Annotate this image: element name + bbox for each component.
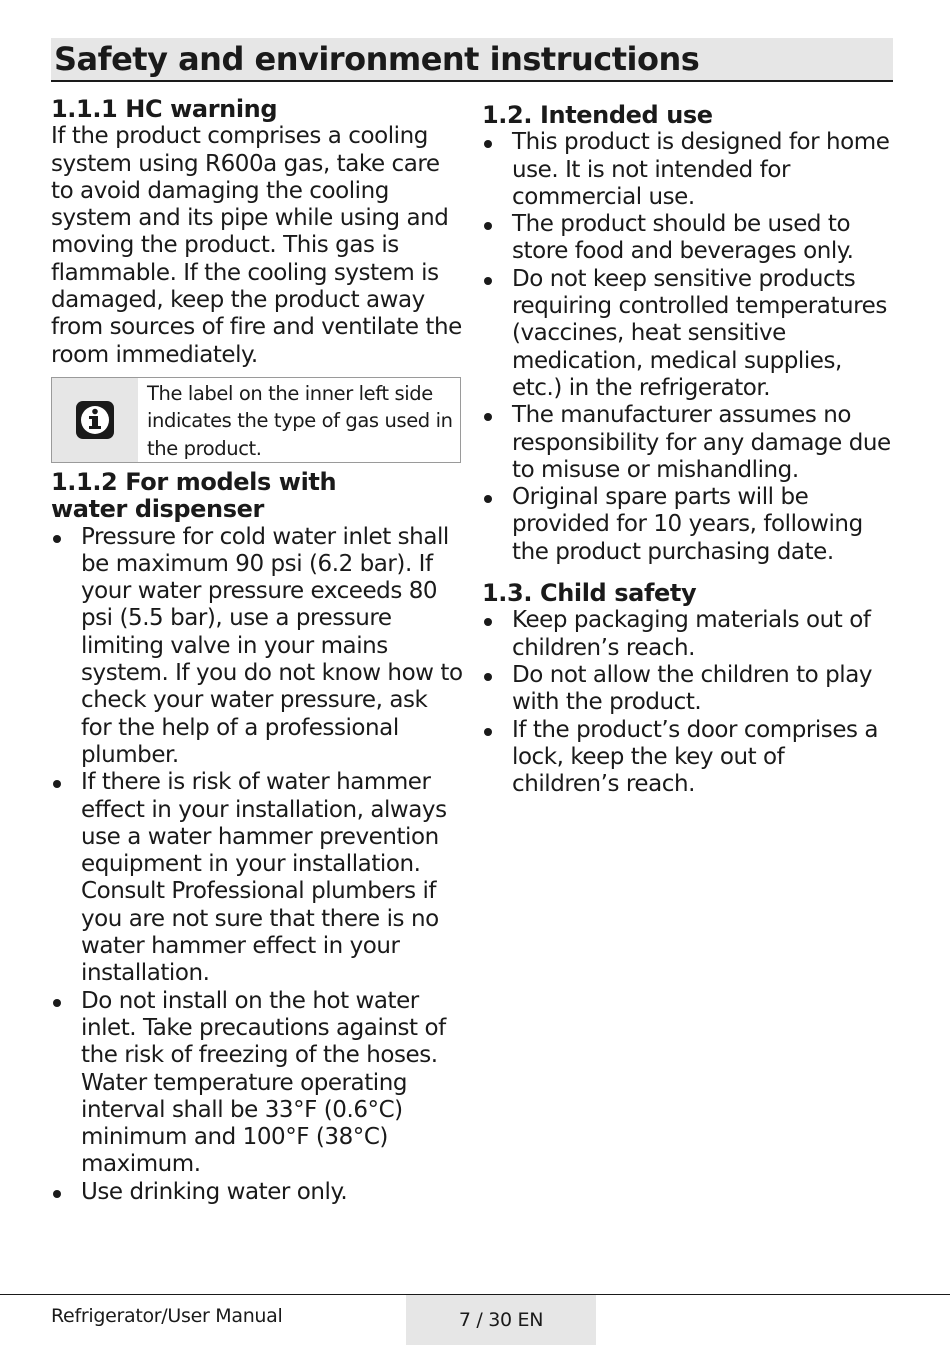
bullet-icon — [484, 495, 492, 503]
bullet-icon — [484, 413, 492, 421]
list-item — [482, 266, 894, 402]
list-item — [51, 769, 463, 987]
info-box-text: The label on the inner left side indicates the type of gas used in the product. — [147, 381, 453, 460]
list-item — [51, 524, 463, 770]
list-item — [482, 717, 894, 799]
list-item — [482, 211, 894, 266]
bullet-icon — [53, 1190, 61, 1198]
list-item-text: Do not allow the children to play with the product. — [512, 661, 873, 716]
bullet-icon — [484, 277, 492, 285]
page-title-bar — [51, 38, 893, 82]
water-dispenser-heading-line2: water dispenser — [51, 495, 264, 524]
bullet-icon — [53, 999, 61, 1007]
list-item-text: If the product’s door comprises a lock, keep the key out of children’s reach. — [512, 716, 879, 798]
list-item-text: The product should be used to store food and beverages only. — [512, 211, 854, 265]
bullet-icon — [53, 780, 61, 788]
list-item-text: This product is designed for home use. It is not intended for commercial use. — [512, 129, 890, 210]
bullet-icon — [484, 222, 492, 230]
child-safety-list — [482, 607, 894, 798]
left-column — [51, 96, 463, 1206]
hc-warning-heading: 1.1.1 HC warning — [51, 95, 278, 123]
list-item — [51, 1179, 463, 1206]
bullet-icon — [484, 140, 492, 148]
info-box — [51, 377, 461, 463]
list-item — [482, 484, 894, 566]
list-item-text: Keep packaging materials out of children’s reach. — [512, 607, 871, 661]
page-title: Safety and environment instructions — [54, 40, 700, 78]
list-item-text: If there is risk of water hammer effect in your installation, always use a water hammer prevention equipment in your installation. Consult Professional plumbers if you are not sure that there is no water hammer effect in your installation. — [81, 769, 447, 987]
water-dispenser-heading — [51, 469, 463, 524]
info-icon — [75, 400, 115, 440]
child-safety-heading: 1.3. Child safety — [482, 579, 697, 608]
list-item — [51, 988, 463, 1179]
right-column — [482, 96, 894, 798]
intended-use-list — [482, 129, 894, 566]
intended-use-heading: 1.2. Intended use — [482, 101, 713, 129]
bullet-icon — [484, 728, 492, 736]
list-item-text: The manufacturer assumes no responsibility for any damage due to misuse or mishandling. — [512, 402, 891, 483]
hc-warning-text: If the product comprises a cooling system using R600a gas, take care to avoid damaging the cooling system and its pipe while using and moving the product. This gas is flammable. If the cooling system is damaged, keep the product away from sources of fire and ventilate the room immediately. — [51, 123, 462, 368]
bullet-icon — [484, 618, 492, 626]
list-item — [482, 402, 894, 484]
water-dispenser-list — [51, 524, 463, 1206]
info-icon-cell — [52, 378, 138, 462]
list-item-text: Original spare parts will be provided for 10 years, following the product purchasing date. — [512, 484, 863, 565]
bullet-icon — [484, 673, 492, 681]
list-item-text: Pressure for cold water inlet shall be maximum 90 psi (6.2 bar). If your water pressure exceeds 80 psi (5.5 bar), use a pressure limiting valve in your mains system. If you do not know how to check your water pressure, ask for the help of a professional plumber. — [81, 523, 463, 768]
list-item-text: Do not keep sensitive products requiring controlled temperatures (vaccines, heat sensitive medication, medical supplies, etc.) in the refrigerator. — [512, 265, 887, 401]
water-dispenser-heading-line1: 1.1.2 For models with — [51, 467, 337, 496]
list-item — [482, 129, 894, 211]
list-item — [482, 607, 894, 662]
list-item — [482, 662, 894, 717]
footer-page-number: 7 / 30 EN — [406, 1295, 596, 1345]
footer-manual-name: Refrigerator/User Manual — [51, 1305, 283, 1327]
bullet-icon — [53, 535, 61, 543]
list-item-text: Use drinking water only. — [81, 1178, 348, 1205]
list-item-text: Do not install on the hot water inlet. Take precautions against of the risk of freezing of the hoses. Water temperature operating interval shall be 33°F (0.6°C) minimum and 100°F (38°C) maximum. — [81, 987, 446, 1178]
